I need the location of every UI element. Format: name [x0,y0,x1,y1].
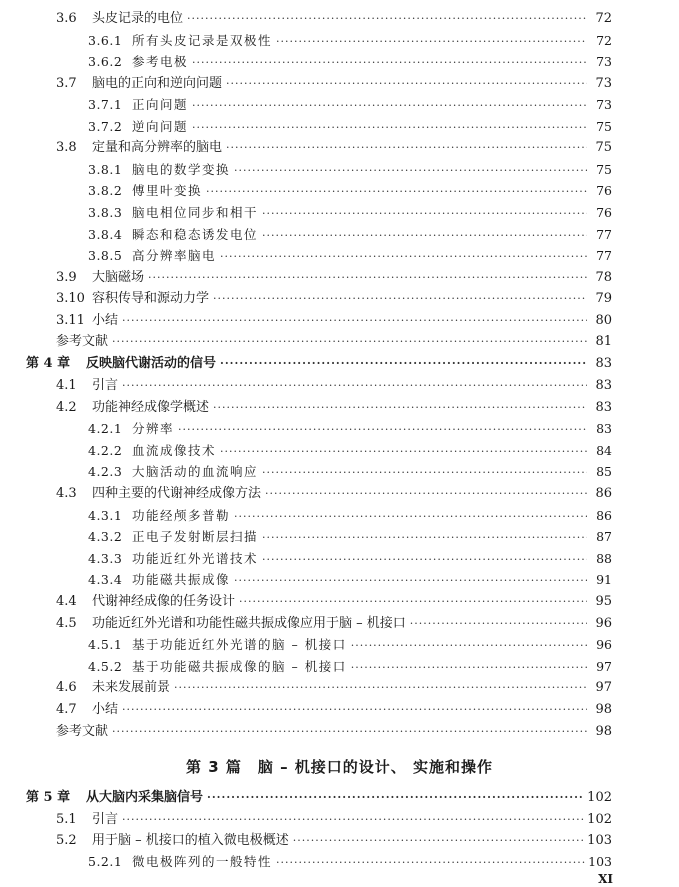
toc-entry[interactable] [88,32,612,51]
toc-entry-number: 3.6.2 [88,54,123,69]
toc-entry-title: 高分辨率脑电 [132,248,217,263]
toc-entry-number: 3.10 [56,291,85,306]
toc-entry[interactable] [88,853,612,872]
dot-leader [220,443,587,461]
toc-entry-number: 3.7.1 [88,97,123,112]
dot-leader [276,854,585,872]
toc-entry-number: 3.7.2 [88,119,123,134]
toc-entry-references[interactable] [56,333,612,351]
toc-entry-references[interactable] [56,723,612,741]
toc-entry-title: 功能近红外光谱和功能性磁共振成像应用于脑 – 机接口 [92,616,406,631]
dot-leader [262,551,587,569]
toc-entry[interactable] [56,593,612,611]
toc-entry-number: 4.3.3 [88,551,123,566]
dot-leader [234,508,587,526]
toc-entry-number: 4.3 [56,486,77,501]
toc-entry-page: 98 [595,724,612,739]
toc-entry[interactable] [56,269,612,287]
toc-entry-page: 102 [587,790,612,805]
toc-entry[interactable] [88,182,612,201]
toc-entry-page: 95 [595,594,612,609]
toc-entry-title: 微电极阵列的一般特性 [132,854,273,869]
toc-entry-number: 3.8.3 [88,205,123,220]
toc-entry-page: 96 [596,637,612,652]
toc-entry[interactable] [88,247,612,266]
toc-entry-page: 83 [596,421,612,436]
toc-entry[interactable] [88,53,612,72]
dot-leader [213,290,587,308]
toc-entry[interactable] [56,75,612,93]
dot-leader [122,312,587,330]
toc-entry-page: 87 [596,529,612,544]
dot-leader [192,97,587,115]
toc-entry[interactable] [56,701,612,719]
toc-entry[interactable] [88,658,612,677]
toc-entry-title: 大脑活动的血流响应 [132,464,259,479]
toc-entry-title: 逆向问题 [132,119,189,134]
toc-entry-number: 5.1 [56,812,77,827]
toc-entry-number: 3.8.4 [88,227,123,242]
chapter-title: 反映脑代谢活动的信号 [86,356,217,371]
toc-entry-title: 正电子发射断层扫描 [132,529,259,544]
dot-leader [192,119,587,137]
toc-entry-page: 80 [595,313,612,328]
dot-leader [293,832,584,850]
toc-entry-number: 3.8.2 [88,183,123,198]
dot-leader [351,637,587,655]
toc-entry-title: 功能神经成像学概述 [92,400,210,415]
dot-leader [122,701,587,719]
toc-entry-title: 参考文献 [56,724,109,739]
toc-entry-number: 4.4 [56,594,77,609]
toc-entry-number: 3.6.1 [88,33,123,48]
toc-entry-title: 头皮记录的电位 [92,11,184,26]
dot-leader [226,75,587,93]
dot-leader [213,399,587,417]
toc-entry[interactable] [56,10,612,28]
toc-entry-number: 4.5.1 [88,637,123,652]
toc-entry[interactable] [88,226,612,245]
dot-leader [410,615,587,633]
toc-entry-title: 瞬态和稳态诱发电位 [132,227,259,242]
toc-entry-number: 4.5 [56,616,77,631]
toc-entry-number: 4.3.4 [88,572,123,587]
dot-leader [122,811,584,829]
toc-entry-number: 4.3.2 [88,529,123,544]
toc-entry-title: 基于功能磁共振成像的脑 – 机接口 [132,659,347,674]
dot-leader [262,464,587,482]
toc-entry-page: 88 [596,551,612,566]
toc-entry-title: 脑电的正向和逆向问题 [92,76,223,91]
toc-entry-title: 小结 [92,313,119,328]
toc-entry[interactable] [88,442,612,461]
toc-entry-page: 86 [595,486,612,501]
dot-leader [220,248,587,266]
toc-entry-page: 79 [595,291,612,306]
dot-leader [265,485,587,503]
toc-entry-page: 91 [596,572,612,587]
dot-leader [207,789,584,807]
toc-entry-page: 98 [595,702,612,717]
dot-leader [220,355,587,373]
toc-entry-title: 脑电相位同步和相干 [132,205,259,220]
dot-leader [262,227,587,245]
toc-entry-number: 5.2 [56,833,77,848]
toc-entry[interactable] [88,636,612,655]
chapter-number: 第 4 章 [26,356,71,371]
dot-leader [351,659,587,677]
toc-entry[interactable] [88,571,612,590]
toc-entry-title: 基于功能近红外光谱的脑 – 机接口 [132,637,347,652]
toc-entry-number: 3.8.5 [88,248,123,263]
toc-entry-page: 85 [596,464,612,479]
toc-entry-page: 83 [595,356,612,371]
dot-leader [122,377,587,395]
toc-entry-title: 大脑磁场 [92,270,145,285]
dot-leader [234,162,587,180]
toc-entry-title: 定量和高分辨率的脑电 [92,140,223,155]
toc-entry-title: 分辨率 [132,421,175,436]
toc-entry-page: 78 [595,270,612,285]
toc-entry-number: 4.2 [56,400,77,415]
toc-entry-page: 97 [596,659,612,674]
toc-entry-title: 用于脑 – 机接口的植入微电极概述 [92,833,289,848]
toc-entry-page: 72 [596,33,612,48]
dot-leader [206,183,587,201]
toc-entry[interactable] [56,615,612,633]
toc-entry-title: 所有头皮记录是双极性 [132,33,273,48]
toc-entry[interactable] [88,118,612,137]
toc-entry-page: 73 [596,54,612,69]
toc-entry-page: 77 [596,248,612,263]
toc-entry-number: 3.8 [56,140,77,155]
toc-entry-title: 小结 [92,702,119,717]
toc-entry-title: 脑电的数学变换 [132,162,231,177]
toc-entry-page: 84 [596,443,612,458]
toc-entry-title: 功能近红外光谱技术 [132,551,259,566]
toc-entry[interactable] [88,463,612,482]
toc-entry-page: 83 [595,378,612,393]
toc-entry[interactable] [88,420,612,439]
dot-leader [174,679,587,697]
toc-entry[interactable] [88,528,612,547]
toc-entry-page: 96 [595,616,612,631]
toc-entry[interactable] [88,204,612,223]
part-heading[interactable]: 第 3 篇 脑 – 机接口的设计、 实施和操作 [185,758,494,776]
toc-entry[interactable] [56,679,612,697]
toc-entry-page: 72 [595,11,612,26]
dot-leader [262,205,587,223]
toc-entry-title: 血流成像技术 [132,443,217,458]
toc-entry-title: 代谢神经成像的任务设计 [92,594,236,609]
toc-entry-page: 102 [587,812,612,827]
toc-entry-number: 4.2.3 [88,464,123,479]
chapter-title: 从大脑内采集脑信号 [86,790,204,805]
dot-leader [192,54,587,72]
toc-entry-number: 4.1 [56,378,77,393]
toc-entry-title: 参考电极 [132,54,189,69]
toc-entry-page: 73 [595,76,612,91]
toc-entry-page: 86 [596,508,612,523]
toc-entry[interactable] [56,811,612,829]
toc-entry-number: 5.2.1 [88,854,123,869]
toc-entry-page: 83 [595,400,612,415]
toc-entry-title: 未来发展前景 [92,680,171,695]
dot-leader [226,139,587,157]
toc-entry-number: 3.11 [56,313,85,328]
toc-entry-title: 正向问题 [132,97,189,112]
toc-entry-number: 4.2.2 [88,443,123,458]
dot-leader [148,269,587,287]
toc-entry[interactable] [88,550,612,569]
toc-entry-title: 参考文献 [56,334,109,349]
toc-entry[interactable] [88,507,612,526]
toc-entry-number: 3.9 [56,270,77,285]
dot-leader [239,593,587,611]
dot-leader [187,10,587,28]
toc-entry-page: 103 [587,833,612,848]
toc-entry-page: 97 [595,680,612,695]
chapter-number: 第 5 章 [26,790,71,805]
toc-entry-page: 77 [596,227,612,242]
toc-entry[interactable] [56,377,612,395]
dot-leader [112,333,587,351]
toc-entry[interactable] [56,290,612,308]
toc-entry[interactable] [56,485,612,503]
toc-entry-number: 4.7 [56,702,77,717]
dot-leader [112,723,587,741]
toc-entry-page: 75 [596,162,612,177]
toc-entry-page: 103 [588,854,612,869]
toc-entry-page: 81 [595,334,612,349]
toc-entry-title: 功能经颅多普勒 [132,508,231,523]
toc-entry[interactable] [88,96,612,115]
toc-entry-number: 4.6 [56,680,77,695]
toc-entry[interactable] [56,832,612,850]
dot-leader [178,421,587,439]
toc-entry-number: 3.7 [56,76,77,91]
toc-entry-title: 四种主要的代谢神经成像方法 [92,486,262,501]
toc-entry-number: 3.6 [56,11,77,26]
toc-entry-page: 75 [595,140,612,155]
toc-entry-title: 功能磁共振成像 [132,572,231,587]
dot-leader [262,529,587,547]
toc-entry-number: 4.2.1 [88,421,123,436]
toc-entry-page: 73 [596,97,612,112]
toc-entry-title: 引言 [92,378,119,393]
toc-chapter-5[interactable] [26,789,612,807]
dot-leader [234,572,587,590]
toc-entry-page: 76 [596,183,612,198]
toc-entry-page: 75 [596,119,612,134]
toc-entry[interactable] [56,139,612,157]
toc-entry[interactable] [88,161,612,180]
toc-entry-page: 76 [596,205,612,220]
toc-entry-title: 傅里叶变换 [132,183,203,198]
dot-leader [276,33,587,51]
toc-entry-number: 4.3.1 [88,508,123,523]
toc-entry-title: 容积传导和源动力学 [92,291,210,306]
toc-entry[interactable] [56,312,612,330]
toc-entry-number: 3.8.1 [88,162,123,177]
toc-entry-number: 4.5.2 [88,659,123,674]
page-folio: XI [598,872,613,886]
toc-chapter-4[interactable] [26,355,612,373]
toc-entry-title: 引言 [92,812,119,827]
toc-entry[interactable] [56,399,612,417]
